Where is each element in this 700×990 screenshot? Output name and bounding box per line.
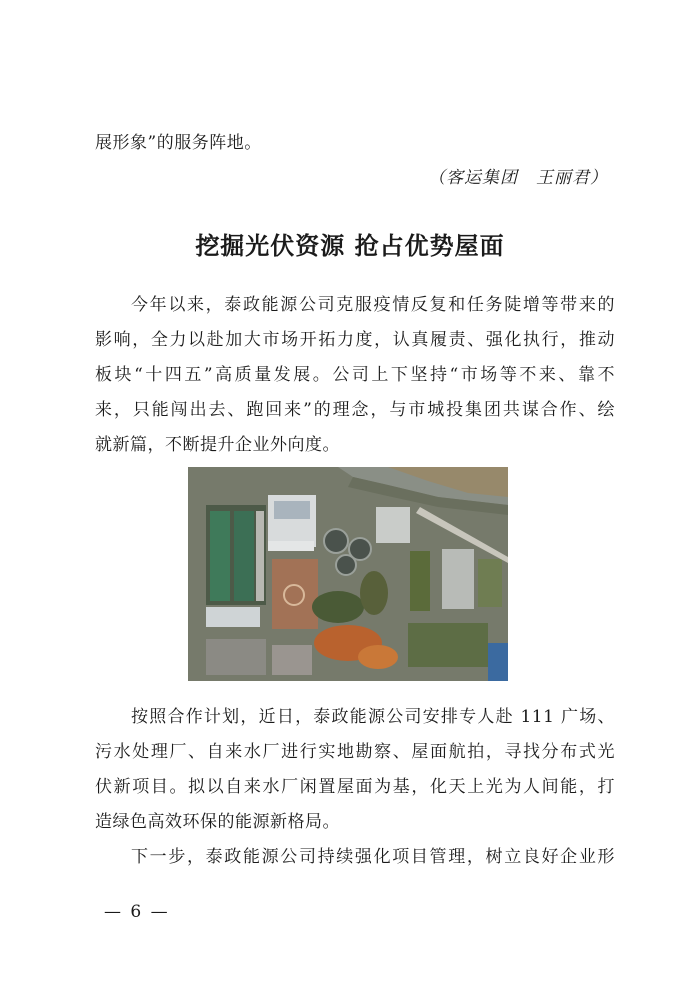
paragraph-line: 污水处理厂、自来水厂进行实地勘察、屋面航拍，寻找分布式光 [95,742,615,762]
paragraph-line: 伏新项目。拟以自来水厂闲置屋面为基，化天上光为人间能，打 [95,777,615,797]
paragraph-line: 下一步，泰政能源公司持续强化项目管理，树立良好企业形 [131,847,615,867]
article-title: 挖掘光伏资源 抢占优势屋面 [195,232,505,260]
aerial-photo-water-plant [188,467,508,681]
paragraph-line: 就新篇，不断提升企业外向度。 [95,435,340,455]
author-attribution: （客运集团 王丽君） [428,168,608,188]
paragraph-line: 今年以来，泰政能源公司克服疫情反复和任务陡增等带来的 [131,295,615,315]
paragraph-line: 影响，全力以赴加大市场开拓力度，认真履责、强化执行，推动 [95,330,615,350]
paragraph-line: 板块“十四五”高质量发展。公司上下坚持“市场等不来、靠不 [95,365,615,385]
paragraph-line: 来，只能闯出去、跑回来”的理念，与市城投集团共谋合作、绘 [95,400,615,420]
previous-article-fragment: 展形象”的服务阵地。 [95,133,262,153]
page-number: — 6 — [104,902,170,922]
paragraph-line: 按照合作计划，近日，泰政能源公司安排专人赴 111 广场、 [131,707,615,727]
paragraph-line: 造绿色高效环保的能源新格局。 [95,812,340,832]
